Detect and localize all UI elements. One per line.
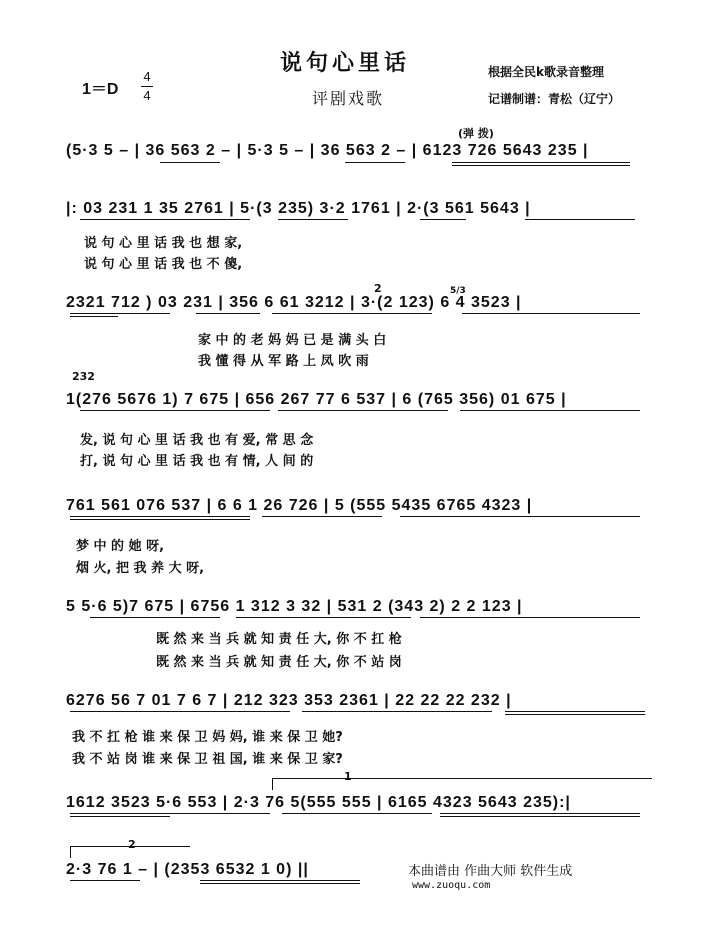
beam-line	[80, 219, 250, 220]
volta-bracket-1-edge	[272, 778, 273, 790]
grace-mark: 5/3	[450, 286, 466, 296]
beam-line	[70, 313, 170, 314]
beam-line	[70, 316, 118, 317]
notation-row-8: 1612 3523 5·6 553 | 2·3 76 5(555 555 | 6165 4323 5643 235):|	[66, 794, 571, 811]
beam-line	[70, 516, 250, 517]
notation-row-9: 2·3 76 1 – | (2353 6532 1 0) ||	[66, 861, 309, 878]
score-subtitle: 评剧戏歌	[312, 89, 385, 108]
source-note: 根据全民k歌录音整理	[488, 65, 604, 79]
volta-bracket-1	[272, 778, 652, 779]
key-signature: 1＝D	[82, 81, 119, 98]
beam-line	[200, 880, 360, 881]
notation-row-1: (5·3 5 – | 36 563 2 – | 5·3 5 – | 36 563 2 – | 6123 726 5643 235 |	[66, 142, 589, 159]
notation-row-6: 5 5·6 5)7 675 | 6756 1 312 3 32 | 531 2 (343 2) 2 2 123 |	[66, 598, 523, 615]
notation-row-3: 2321 712 ) 03 231 | 356 6 61 3212 | 3·(2 123) 6 4 3523 |	[66, 294, 522, 311]
beam-line	[452, 162, 630, 163]
lyrics-row-5a: 梦 中 的 她 呀,	[76, 539, 165, 554]
beam-line	[278, 219, 348, 220]
lyrics-row-3a: 家 中 的 老 妈 妈 已 是 满 头 白	[198, 333, 387, 348]
generator-note: 本曲谱由 作曲大师 软件生成	[408, 864, 573, 879]
beam-line	[160, 162, 220, 163]
lyrics-row-3b: 我 懂 得 从 军 路 上 凤 吹 雨	[198, 354, 369, 369]
notation-row-7: 6276 56 7 01 7 6 7 | 212 323 353 2361 | 22 22 22 232 |	[66, 692, 512, 709]
beam-line	[420, 219, 466, 220]
lyrics-row-5b: 烟 火, 把 我 养 大 呀,	[76, 561, 205, 576]
beam-line	[345, 162, 405, 163]
website-link[interactable]: www.zuoqu.com	[412, 880, 491, 891]
score-title: 说句心里话	[280, 50, 411, 76]
time-signature-bar	[141, 86, 153, 87]
beam-line	[70, 880, 140, 881]
lyrics-row-4b: 打, 说 句 心 里 话 我 也 有 情, 人 间 的	[80, 454, 314, 469]
beam-line	[505, 714, 645, 715]
beam-line	[90, 617, 220, 618]
beam-line	[452, 165, 630, 166]
beam-line	[272, 313, 432, 314]
beam-line	[460, 410, 640, 411]
notation-row-2: |: 03 231 1 35 2761 | 5·(3 235) 3·2 1761 | 2·(3 561 5643 |	[66, 200, 531, 217]
beam-line	[282, 813, 432, 814]
lyrics-row-6a: 既 然 来 当 兵 就 知 责 任 大, 你 不 扛 枪	[156, 632, 402, 647]
beam-line	[70, 519, 250, 520]
beam-line	[440, 813, 640, 814]
volta-bracket-2-edge	[70, 846, 71, 858]
beam-line	[505, 711, 645, 712]
volta-2-label: 2	[128, 838, 136, 851]
beam-line	[200, 883, 360, 884]
beam-line	[70, 711, 290, 712]
lyrics-row-7b: 我 不 站 岗 谁 来 保 卫 祖 国, 谁 来 保 卫 家?	[72, 752, 343, 767]
beam-line	[196, 313, 260, 314]
beam-line	[440, 816, 640, 817]
beam-line	[80, 410, 270, 411]
beam-line	[525, 219, 635, 220]
notation-row-4: 1(276 5676 1) 7 675 | 656 267 77 6 537 | 6 (765 356) 01 675 |	[66, 391, 567, 408]
lyrics-row-6b: 既 然 来 当 兵 就 知 责 任 大, 你 不 站 岗	[156, 655, 402, 670]
beam-line	[400, 516, 640, 517]
transcriber-note: 记谱制谱：青松（辽宁）	[488, 92, 621, 106]
volta-1-label: 1	[344, 770, 352, 783]
grace-mark-232: 232	[72, 370, 95, 383]
instrument-mark: (弹 拨)	[458, 127, 494, 140]
beam-line	[70, 816, 170, 817]
lyrics-row-2a: 说 句 心 里 话 我 也 想 家,	[84, 236, 243, 251]
beam-line	[278, 410, 448, 411]
notation-row-5: 761 561 076 537 | 6 6 1 26 726 | 5 (555 5435 6765 4323 |	[66, 497, 533, 514]
time-signature-top: 4	[143, 69, 151, 84]
beam-line	[462, 313, 640, 314]
beam-line	[70, 813, 270, 814]
lyrics-row-7a: 我 不 扛 枪 谁 来 保 卫 妈 妈, 谁 来 保 卫 她?	[72, 730, 343, 745]
volta-mark: 2	[374, 282, 382, 295]
time-signature-bottom: 4	[143, 88, 151, 103]
beam-line	[236, 617, 411, 618]
beam-line	[262, 516, 382, 517]
beam-line	[420, 617, 640, 618]
beam-line	[302, 711, 492, 712]
lyrics-row-4a: 发, 说 句 心 里 话 我 也 有 爱, 常 思 念	[80, 433, 314, 448]
lyrics-row-2b: 说 句 心 里 话 我 也 不 傻,	[84, 257, 243, 272]
